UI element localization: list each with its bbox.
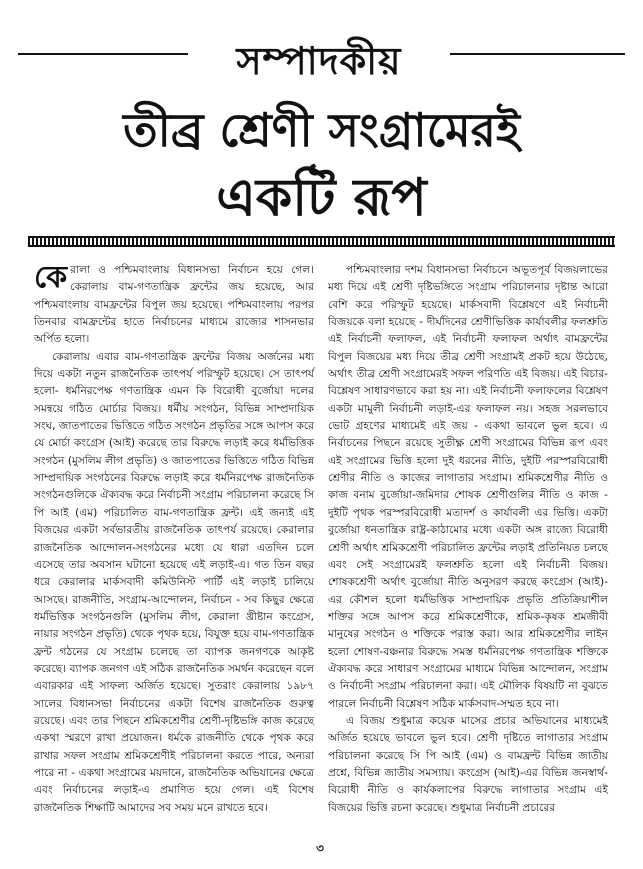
right-paragraph-1: পশ্চিমবাংলার দশম বিধানসভা নির্বাচনে অভূতপূর্ব বিজয়লাভের মধ্য দিয়ে এই শ্রেণী দৃষ্টিভঙ্গিতে সংগ্রাম পরিচালনার দৃষ্টান্ত আরো বেশি করে পরিস্ফুট হয়েছে। মার্কসবাদী বিশ্লেষণে এই নির্বাচনী বিজয়কে বলা হয়েছে - দীর্ঘদিনের শ্রেণীভিত্তিক কার্যাবলীর ফলশ্রুতি এই নির্বাচনী ফলাফল, এই নির্বাচনী ফলাফল অর্থাৎ বামফ্রন্টের বিপুল বিজয়ের মধ্য দিয়ে তীব্র শ্রেণী সংগ্রামই প্রকট হয়ে উঠেছে, অর্থাৎ তীব্র শ্রেণী সংগ্রামেরই সফল পরিণতি এই বিজয়। এই বিচার-বিশ্লেষণ সাধারণভাবে করা হয় না। এই নির্বাচনী ফলাফলের বিশ্লেষণ একটা মামুলী নির্বাচনী লড়াই-এর ফলাফল নয়। সহজ সরলভাবে ভোট গ্রহণের মাধ্যমেই এই জয় - একথা ভাবলে ভুল হবে। এ নির্বাচনের পিছনে রয়েছে সুতীক্ষ্ণ শ্রেণী সংগ্রামের বিভিন্ন রূপ এবং এই সংগ্রামের ভিত্তি হলো দুই ধরনের নীতি, দুইটি পরস্পরবিরোধী শ্রেণীর নীতি ও কাজের লাগাতার সংগ্রাম। শ্রমিকশ্রেণীর নীতি ও কাজ বনাম বুর্জোয়া-জমিদার শোষক শ্রেণীগুলির নীতি ও কাজ - দুইটি পৃথক পরস্পরবিরোধী মতাদর্শ ও কার্যাবলী এর ভিত্তি। একটা বুর্জোয়া ধনতান্ত্রিক রাষ্ট্র-কাঠামোর মধ্যে একটা অঙ্গ রাজ্যে বিরোধী শ্রেণী অর্থাৎ শ্রমিকশ্রেণী পরিচালিত ফ্রন্টের লড়াই প্রতিনিয়ত চলছে এবং সেই সংগ্রামেরই ফলশ্রুতি হলো এই নির্বাচনী বিজয়। শোষকশ্রেণী অর্থাৎ বুর্জোয়া নীতি অনুসরণ করছে কংগ্রেস (আই)-এর কৌশল হলো ধর্মভিত্তিক সাম্প্রদায়িক প্রভৃতি প্রতিক্রিয়াশীল শক্তির সঙ্গে আপস করে শ্রমিকশ্রেণীকে, শ্রমিক-কৃষক শ্রমজীবী মানুষের সংগঠন ও শক্তিকে পরাস্ত করা। আর শ্রমিকশ্রেণীর লাইন হলো শোষণ-বঞ্চনার বিরুদ্ধে সমস্ত ধর্মনিরপেক্ষ গণতান্ত্রিক শক্তিকে ঐক্যবদ্ধ করে সাধারণ সংগ্রামের মাধ্যমে বিভিন্ন আন্দোলন, সংগ্রাম ও নির্বাচনী সংগ্রাম পরিচালনা করা। এই মৌলিক বিষয়টি না বুঝতে পারলে নির্বাচনী বিশ্লেষণ সঠিক মার্কসবাদ-সম্মত হবে না।	[328, 264, 608, 710]
headline-divider	[28, 236, 615, 247]
right-paragraph-2: এ বিজয় শুধুমাত্র কয়েক মাসের প্রচার অভিযানের মাধ্যমেই অর্জিত হয়েছে ভাবলে ভুল হবে। শ্রেণী দৃষ্টিতে লাগাতার সংগ্রাম পরিচালনা করেছে সি পি আই (এম) ও বামফ্রন্ট বিভিন্ন জাতীয় প্রশ্নে, বিভিন্ন জাতীয় সমস্যায়। কংগ্রেস (আই)-এর বিভিন্ন জনস্বার্থ-বিরোধী নীতি ও কার্যকলাপের বিরুদ্ধে লাগাতার সংগ্রাম এই বিজয়ের ভিত্তি রচনা করেছে। শুধুমাত্র নির্বাচনী প্রচারের	[328, 714, 608, 814]
page-number: ৩	[316, 841, 324, 855]
right-column	[328, 262, 608, 817]
left-paragraph-1-text: রালা ও পশ্চিমবাংলায় বিধানসভা নির্বাচন হয়ে গেল। কেরালায় বাম-গণতান্ত্রিক ফ্রন্টের জয় হয়েছে, আর পশ্চিমবাংলায় বামফ্রন্টের বিপুল জয় হয়েছে। পশ্চিমবাংলায় পরপর তিনবার বামফ্রন্টের হাতে নির্বাচনের মাধ্যমে রাজ্যের শাসনভার অর্পিত হলো।	[34, 264, 314, 346]
headline-line-1: তীব্র শ্রেণী সংগ্রামেরই	[123, 103, 520, 157]
kicker-rule-left	[18, 53, 188, 55]
drop-cap: কে	[34, 260, 68, 295]
kicker-rule-right	[450, 53, 625, 55]
headline-line-2: একটি রূপ	[216, 168, 427, 228]
left-paragraph-2: কেরালায় এবার বাম-গণতান্ত্রিক ফ্রন্টের বিজয় অর্জনের মধ্য দিয়ে একটা নতুন রাজনৈতিক তাৎপর্য পরিস্ফুট হয়েছে। সে তাৎপর্য হলো- ধর্মনিরপেক্ষ গণতান্ত্রিক এমন কি বিরোধী বুর্জোয়া দলের সমন্বয়ে গঠিত মোর্চার বিজয়। ধর্মীয় সংগঠন, বিভিন্ন সাম্প্রদায়িক সংঘ, জাতপাতের ভিত্তিতে গঠিত সংগঠন প্রভৃতির সঙ্গে আপস করে যে মোর্চা কংগ্রেস (আই) করেছে তার বিরুদ্ধে লড়াই করে ধর্মভিত্তিক সংগঠন (মুসলিম লীগ প্রভৃতি) ও জাতপাতের ভিত্তিতে গঠিত বিভিন্ন সাম্প্রদায়িক সংগঠনের বিরুদ্ধে লড়াই করে ধর্মনিরপেক্ষ রাজনৈতিক সংগঠনগুলিকে ঐক্যবদ্ধ করে নির্বাচনী সংগ্রাম পরিচালনা করেছে সি পি আই (এম) পরিচালিত বাম-গণতান্ত্রিক ফ্রন্ট। এই জন্যই এই বিজয়ের একটা সর্বভারতীয় রাজনৈতিক তাৎপর্য রয়েছে। কেরালার রাজনৈতিক আন্দোলন-সংগঠনের মধ্যে যে ধারা এতদিন চলে এসেছে তার অবসান ঘটানো হয়েছে এই লড়াই-এ। গত তিন বছর ধরে কেরালার মার্কসবাদী কমিউনিস্ট পার্টি এই লড়াই চালিয়ে আসছে। রাজনীতি, সংগ্রাম-আন্দোলন, নির্বাচন - সব কিছুর ক্ষেত্রে ধর্মভিত্তিক সংগঠনগুলি (মুসলিম লীগ, কেরালা খ্রীষ্টান কংগ্রেস, নায়ার সংগঠন প্রভৃতি) থেকে পৃথক হয়ে, বিযুক্ত হয়ে বাম-গণতান্ত্রিক ফ্রন্ট গঠনের যে সংগ্রাম চলেছে তা ব্যাপক জনগণকে আকৃষ্ট করেছে। ব্যাপক জনগণ এই সঠিক রাজনৈতিক সমর্থন করেছেন বলে এবারকার এই সাফল্য অর্জিত হয়েছে। সুতরাং কেরালায় ১৯৮৭ সালের বিধানসভা নির্বাচনের একটা বিশেষ রাজনৈতিক গুরুত্ব রয়েছে। এবং তার পিছনে শ্রমিকশ্রেণীর শ্রেণী-দৃষ্টিভঙ্গি কাজ করেছে একথা স্মরণে রাখা প্রয়োজন। ধর্মকে রাজনীতি থেকে পৃথক করে রাখার সফল সংগ্রাম শ্রমিকশ্রেণীই পরিচালনা করতে পারে, অন্যরা পারে না - একথা সংগ্রামের ময়দানে, রাজনৈতিক অভিযানের ক্ষেত্রে এবং নির্বাচনের লড়াই-এ প্রমাণিত হয়ে গেল। এই বিশেষ রাজনৈতিক শিক্ষাটি আমাদের সব সময় মনে রাখতে হবে।	[34, 350, 314, 814]
left-column	[34, 262, 314, 817]
section-kicker: সম্পাদকীয়	[236, 39, 402, 83]
left-paragraph-1	[34, 262, 314, 349]
